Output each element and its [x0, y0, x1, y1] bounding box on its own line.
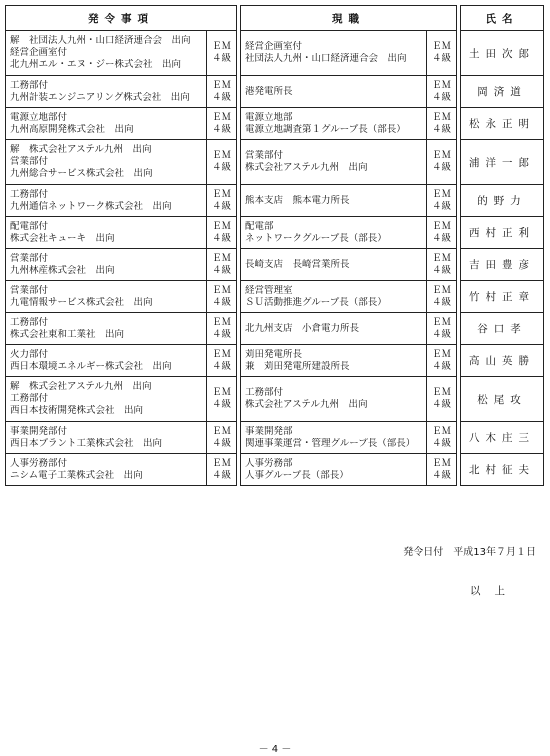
current-grade-cell: [427, 249, 457, 281]
current-cell: [241, 454, 427, 486]
current-cell: [241, 31, 427, 76]
grade-line: ４級: [431, 53, 451, 64]
grade-line: ＥＭ: [431, 220, 451, 232]
order-line: 九州総合サービス株式会社 出向: [10, 168, 153, 179]
current-cell: [241, 313, 427, 345]
grade-line: ＥＭ: [431, 41, 451, 52]
order-grade-cell: [207, 249, 237, 281]
grade-line: ４級: [211, 91, 231, 103]
grade-line: ４級: [431, 91, 451, 103]
issue-date: 発令日付 平成13年７月１日: [403, 547, 536, 558]
current-cell: [241, 217, 427, 249]
grade-line: ４級: [431, 162, 451, 173]
personnel-table: [5, 5, 544, 486]
order-line: 営業部付: [10, 284, 49, 296]
grade-line: ４級: [211, 264, 231, 276]
person-name: 西村正利: [461, 217, 544, 249]
order-line: 西日本プラント工業株式会社 出向: [10, 437, 163, 449]
grade-line: ＥＭ: [431, 425, 451, 437]
order-grade-cell: [207, 76, 237, 108]
person-name: 吉田豊彦: [461, 249, 544, 281]
order-grade-cell: [207, 454, 237, 486]
current-cell: [241, 281, 427, 313]
current-grade-cell: [427, 281, 457, 313]
current-line: 社団法人九州・山口経済連合会 出向: [245, 53, 407, 64]
order-line: 営業部付: [10, 252, 49, 264]
person-name: 八木庄三: [461, 422, 544, 454]
current-cell: [241, 422, 427, 454]
order-line: 西日本技術開発株式会社 出向: [10, 405, 144, 416]
table-row: [6, 377, 544, 422]
current-line: 人事労務部: [245, 457, 293, 469]
order-cell: [6, 377, 207, 422]
current-line: 経営企画室付: [245, 41, 303, 52]
order-line: ニシム電子工業株式会社 出向: [10, 469, 143, 481]
header-name: 氏名: [461, 6, 544, 31]
order-grade-cell: [207, 281, 237, 313]
grade-line: ４級: [431, 232, 451, 244]
current-grade-cell: [427, 31, 457, 76]
current-grade-cell: [427, 345, 457, 377]
order-grade-cell: [207, 185, 237, 217]
grade-line: ４級: [211, 53, 231, 64]
grade-line: ４級: [431, 399, 451, 410]
grade-line: ４級: [431, 328, 451, 340]
current-line: 苅田発電所長: [245, 348, 303, 360]
order-line: 工務部付: [10, 188, 49, 200]
grade-line: ４級: [211, 162, 231, 173]
current-line: 港発電所長: [245, 85, 293, 97]
order-line: 九州通信ネットワーク株式会社 出向: [10, 200, 172, 212]
grade-line: ＥＭ: [211, 387, 231, 398]
order-grade-cell: [207, 217, 237, 249]
grade-line: ＥＭ: [431, 284, 451, 296]
grade-line: ＥＭ: [431, 457, 451, 469]
current-line: 熊本支店 熊本電力所長: [245, 194, 350, 206]
table-row: [6, 185, 544, 217]
order-line: 営業部付: [10, 156, 49, 167]
order-cell: [6, 281, 207, 313]
current-line: 北九州支店 小倉電力所長: [245, 322, 360, 334]
grade-line: ４級: [431, 200, 451, 212]
order-line: 解 株式会社アステル九州 出向: [10, 144, 152, 155]
grade-line: ４級: [211, 200, 231, 212]
person-name: 浦洋一郎: [461, 140, 544, 185]
current-cell: [241, 76, 427, 108]
grade-line: ＥＭ: [211, 188, 231, 200]
grade-line: ＥＭ: [211, 79, 231, 91]
current-grade-cell: [427, 454, 457, 486]
order-line: 九州林産株式会社 出向: [10, 264, 115, 276]
grade-line: ＥＭ: [431, 348, 451, 360]
grade-line: ＥＭ: [211, 316, 231, 328]
person-name: 谷口孝: [461, 313, 544, 345]
order-line: 九電情報サービス株式会社 出向: [10, 296, 153, 308]
grade-line: ＥＭ: [211, 348, 231, 360]
current-line: 事業開発部: [245, 425, 293, 437]
person-name: 松尾攻: [461, 377, 544, 422]
person-name: 土田次郎: [461, 31, 544, 76]
order-grade-cell: [207, 140, 237, 185]
person-name: 竹村正章: [461, 281, 544, 313]
person-name: 北村征夫: [461, 454, 544, 486]
order-cell: [6, 185, 207, 217]
current-line: 兼 苅田発電所建設所長: [245, 360, 350, 372]
current-cell: [241, 377, 427, 422]
current-cell: [241, 140, 427, 185]
current-grade-cell: [427, 108, 457, 140]
current-line: 経営管理室: [245, 284, 293, 296]
grade-line: ＥＭ: [431, 252, 451, 264]
order-line: 西日本環境エネルギー株式会社 出向: [10, 360, 172, 372]
grade-line: ＥＭ: [211, 425, 231, 437]
current-line: 配電部: [245, 220, 274, 232]
order-line: 工務部付: [10, 79, 49, 91]
current-line: 電源立地調査第１グループ長（部長）: [245, 123, 406, 135]
current-grade-cell: [427, 313, 457, 345]
grade-line: ４級: [211, 232, 231, 244]
person-name: 的野力: [461, 185, 544, 217]
order-line: 株式会社キューキ 出向: [10, 232, 115, 244]
grade-line: ４級: [431, 264, 451, 276]
order-line: 工務部付: [10, 393, 49, 404]
order-line: 解 株式会社アステル九州 出向: [10, 381, 152, 392]
header-current: 現職: [241, 6, 457, 31]
table-row: [6, 454, 544, 486]
grade-line: ４級: [211, 328, 231, 340]
grade-line: ＥＭ: [431, 150, 451, 161]
current-line: 株式会社アステル九州 出向: [245, 162, 368, 173]
grade-line: ＥＭ: [211, 41, 231, 52]
order-cell: [6, 422, 207, 454]
order-line: 火力部付: [10, 348, 49, 360]
grade-line: ＥＭ: [211, 284, 231, 296]
order-line: 電源立地部付: [10, 111, 68, 123]
page-number: － 4 －: [258, 744, 292, 755]
order-line: 配電部付: [10, 220, 49, 232]
order-line: 北九州エル・エヌ・ジー株式会社 出向: [10, 59, 182, 70]
table-row: [6, 140, 544, 185]
current-cell: [241, 108, 427, 140]
order-grade-cell: [207, 108, 237, 140]
order-grade-cell: [207, 345, 237, 377]
current-grade-cell: [427, 422, 457, 454]
grade-line: ４級: [211, 360, 231, 372]
order-line: 工務部付: [10, 316, 49, 328]
current-line: 営業部付: [245, 150, 284, 161]
grade-line: ４級: [211, 469, 231, 481]
grade-line: ＥＭ: [431, 387, 451, 398]
order-line: 人事労務部付: [10, 457, 68, 469]
order-cell: [6, 217, 207, 249]
table-row: [6, 281, 544, 313]
grade-line: ＥＭ: [211, 111, 231, 123]
table-row: [6, 345, 544, 377]
grade-line: ４級: [431, 469, 451, 481]
order-cell: [6, 313, 207, 345]
grade-line: ＥＭ: [431, 316, 451, 328]
table-row: [6, 31, 544, 76]
current-line: 長崎支店 長崎営業所長: [245, 258, 350, 270]
grade-line: ４級: [211, 399, 231, 410]
order-line: 九州計装エンジニアリング株式会社 出向: [10, 91, 190, 103]
order-line: 株式会社東和工業社 出向: [10, 328, 125, 340]
table-row: [6, 249, 544, 281]
grade-line: ＥＭ: [431, 79, 451, 91]
table-row: [6, 217, 544, 249]
current-line: 人事グループ長（部長）: [245, 469, 349, 481]
order-cell: [6, 140, 207, 185]
header-order: 発令事項: [6, 6, 237, 31]
current-grade-cell: [427, 185, 457, 217]
end-mark: 以上: [470, 585, 519, 597]
current-line: ネットワークグループ長（部長）: [245, 232, 387, 244]
table-body: [6, 31, 544, 486]
person-name: 松永正明: [461, 108, 544, 140]
grade-line: ４級: [431, 296, 451, 308]
grade-line: ＥＭ: [211, 252, 231, 264]
current-grade-cell: [427, 377, 457, 422]
current-cell: [241, 249, 427, 281]
table-row: [6, 422, 544, 454]
current-grade-cell: [427, 217, 457, 249]
grade-line: ＥＭ: [431, 188, 451, 200]
current-line: 電源立地部: [245, 111, 293, 123]
order-cell: [6, 31, 207, 76]
current-cell: [241, 185, 427, 217]
order-line: 解 社団法人九州・山口経済連合会 出向: [10, 35, 191, 46]
grade-line: ４級: [431, 360, 451, 372]
order-grade-cell: [207, 313, 237, 345]
grade-line: ４級: [431, 437, 451, 449]
current-grade-cell: [427, 76, 457, 108]
grade-line: ４級: [211, 296, 231, 308]
table-row: [6, 313, 544, 345]
current-line: 工務部付: [245, 387, 284, 398]
current-line: 株式会社アステル九州 出向: [245, 399, 368, 410]
grade-line: ４級: [211, 437, 231, 449]
table-header-row: [6, 6, 544, 31]
current-cell: [241, 345, 427, 377]
table-row: [6, 108, 544, 140]
current-line: ＳＵ活動推進グループ長（部長）: [245, 296, 387, 308]
grade-line: ＥＭ: [211, 220, 231, 232]
order-line: 経営企画室付: [10, 47, 68, 58]
current-grade-cell: [427, 140, 457, 185]
order-cell: [6, 76, 207, 108]
grade-line: ４級: [431, 123, 451, 135]
grade-line: ４級: [211, 123, 231, 135]
order-cell: [6, 454, 207, 486]
order-cell: [6, 345, 207, 377]
order-grade-cell: [207, 422, 237, 454]
person-name: 高山英勝: [461, 345, 544, 377]
order-line: 九州高原開発株式会社 出向: [10, 123, 134, 135]
order-cell: [6, 108, 207, 140]
current-line: 関連事業運営・管理グループ長（部長）: [245, 437, 416, 449]
grade-line: ＥＭ: [211, 150, 231, 161]
grade-line: ＥＭ: [431, 111, 451, 123]
order-grade-cell: [207, 31, 237, 76]
order-grade-cell: [207, 377, 237, 422]
person-name: 岡済道: [461, 76, 544, 108]
order-line: 事業開発部付: [10, 425, 68, 437]
grade-line: ＥＭ: [211, 457, 231, 469]
order-cell: [6, 249, 207, 281]
table-row: [6, 76, 544, 108]
